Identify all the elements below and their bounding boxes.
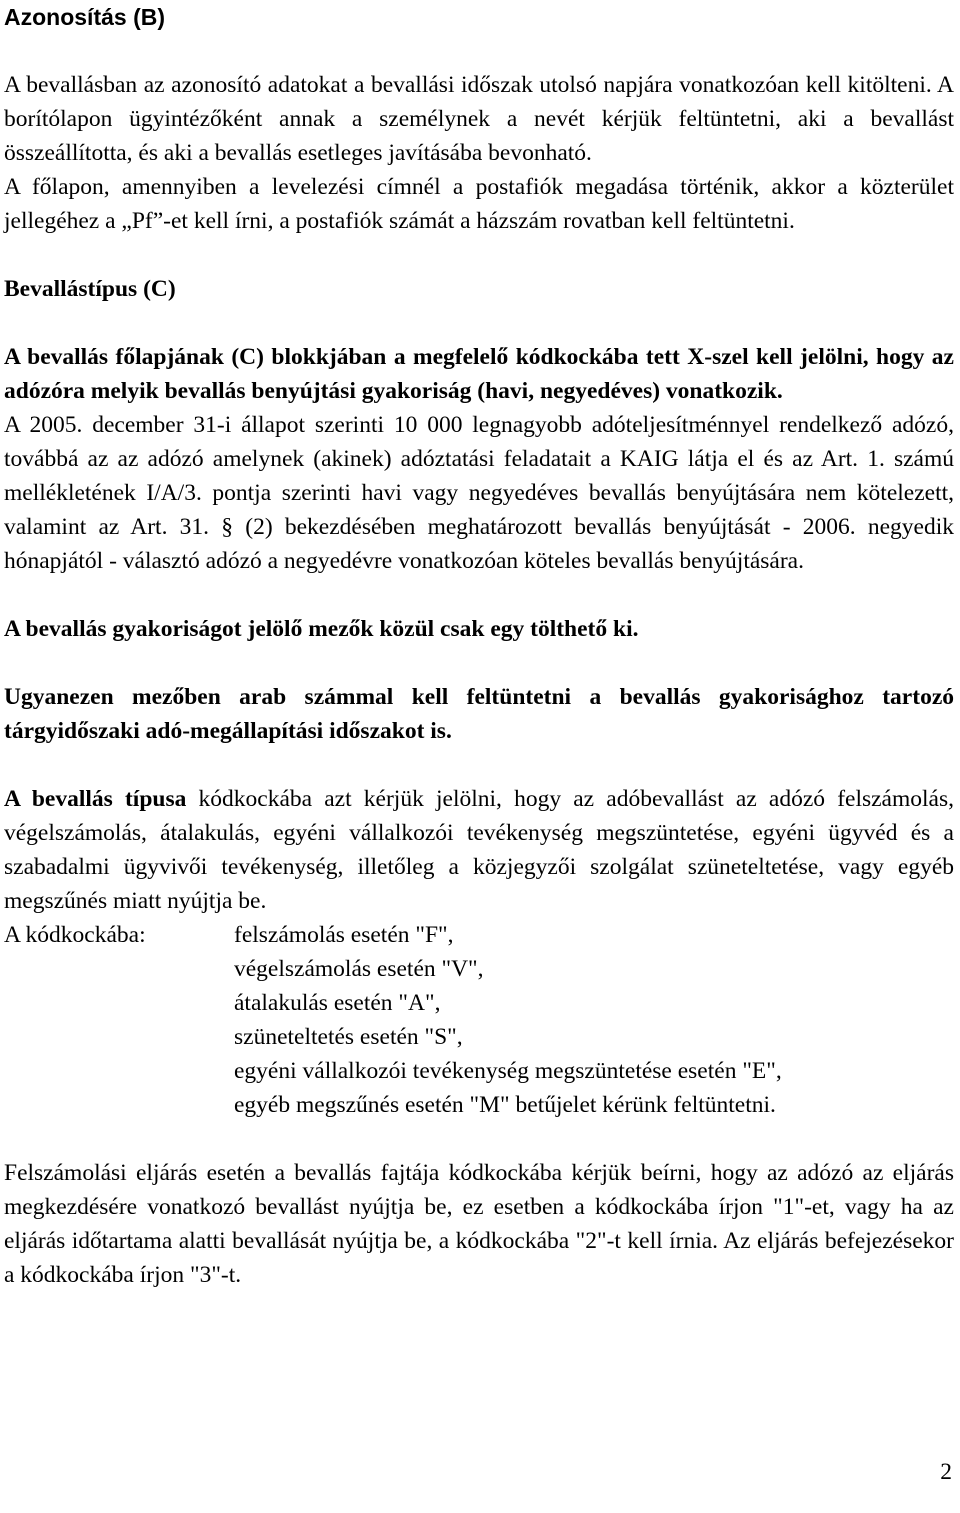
code-list-block xyxy=(4,918,954,1122)
paragraph-bevallas-tipusa xyxy=(4,782,954,918)
section-heading-azonositas: Azonosítás (B) xyxy=(4,4,165,30)
spacer xyxy=(4,34,954,68)
paragraph-gyakorisag-note: A bevallás gyakoriságot jelölő mezők közül csak egy tölthető ki. xyxy=(4,616,639,642)
paragraph-bevallastipus-1: A bevallás főlapjának (C) blokkjában a megfelelő kódkockába tett X-szel kell jelölni, hogy az adózóra melyik bevallás benyújtási gyakoriság (havi, negyedéves) vonatkozik. xyxy=(4,344,954,404)
list-item: felszámolás esetén "F", xyxy=(234,922,454,948)
paragraph-bevallastipus-2: A 2005. december 31-i állapot szerinti 10 000 legnagyobb adóteljesítménnyel rendelkező adózó, továbbá az az adózó amelynek (akinek) adóztatási feladatait a KAIG látja el és az Art. 1. számú mellékletének I/A/3. pontja szerinti havi vagy negyedéves bevallás benyújtására nem kötelezett, valamint az Art. 31. § (2) bekezdésében meghatározott bevallás benyújtását - 2006. negyedik hónapjától - választó adózó a negyedévre vonatkozóan köteles bevallás benyújtására. xyxy=(4,412,954,574)
code-list xyxy=(234,918,954,1122)
paragraph-azonositas-1: A bevallásban az azonosító adatokat a bevallási időszak utolsó napjára vonatkozóan kell kitölteni. A borítólapon ügyintézőként annak a személynek a nevét kérjük feltüntetni, aki a bevallást összeállította, és aki a bevallás esetleges javításába bevonható. xyxy=(4,72,954,166)
paragraph-azonositas-2: A főlapon, amennyiben a levelezési címnél a postafiók megadása történik, akkor a közterület jellegéhez a „Pf”-et kell írni, a postafiók számát a házszám rovatban kell feltüntetni. xyxy=(4,174,954,234)
spacer xyxy=(4,646,954,680)
section-heading-bevallastipus: Bevallástípus (C) xyxy=(4,276,176,302)
spacer xyxy=(4,1122,954,1156)
spacer xyxy=(4,238,954,272)
code-list-label: A kódkockába: xyxy=(4,922,146,948)
list-item: szüneteltetés esetén "S", xyxy=(234,1024,463,1050)
spacer xyxy=(4,748,954,782)
paragraph-targyidoszak-note: Ugyanezen mezőben arab számmal kell feltüntetni a bevallás gyakorisághoz tartozó tárgyidőszaki adó-megállapítási időszakot is. xyxy=(4,684,954,744)
list-item: átalakulás esetén "A", xyxy=(234,990,441,1016)
spacer xyxy=(4,578,954,612)
bevallas-tipusa-rest: kódkockába azt kérjük jelölni, hogy az adóbevallást az adózó felszámolás, végelszámolás, átalakulás, egyéni vállalkozói tevékenység megszüntetése, egyéni ügyvéd és a szabadalmi ügyvivői tevékenység, illetőleg a közjegyzői szolgálat szüneteltetése, vagy egyéb megszűnés miatt nyújtja be. xyxy=(4,786,954,914)
document-page xyxy=(4,0,954,1292)
page-number: 2 xyxy=(940,1459,952,1485)
bevallas-tipusa-lead: A bevallás típusa xyxy=(4,786,187,812)
list-item: egyéni vállalkozói tevékenység megszüntetése esetén "E", xyxy=(234,1058,782,1084)
paragraph-felszamolasi-eljaras: Felszámolási eljárás esetén a bevallás fajtája kódkockába kérjük beírni, hogy az adózó az eljárás megkezdésére vonatkozó bevallást nyújtja be, ez esetben a kódkockába írjon "1"-et, vagy ha az eljárás időtartama alatti bevallását nyújtja be, a kódkockába "2"-t kell írnia. Az eljárás befejezésekor a kódkockába írjon "3"-t. xyxy=(4,1160,954,1288)
list-item: végelszámolás esetén "V", xyxy=(234,956,484,982)
spacer xyxy=(4,306,954,340)
list-item: egyéb megszűnés esetén "M" betűjelet kérünk feltüntetni. xyxy=(234,1092,776,1118)
